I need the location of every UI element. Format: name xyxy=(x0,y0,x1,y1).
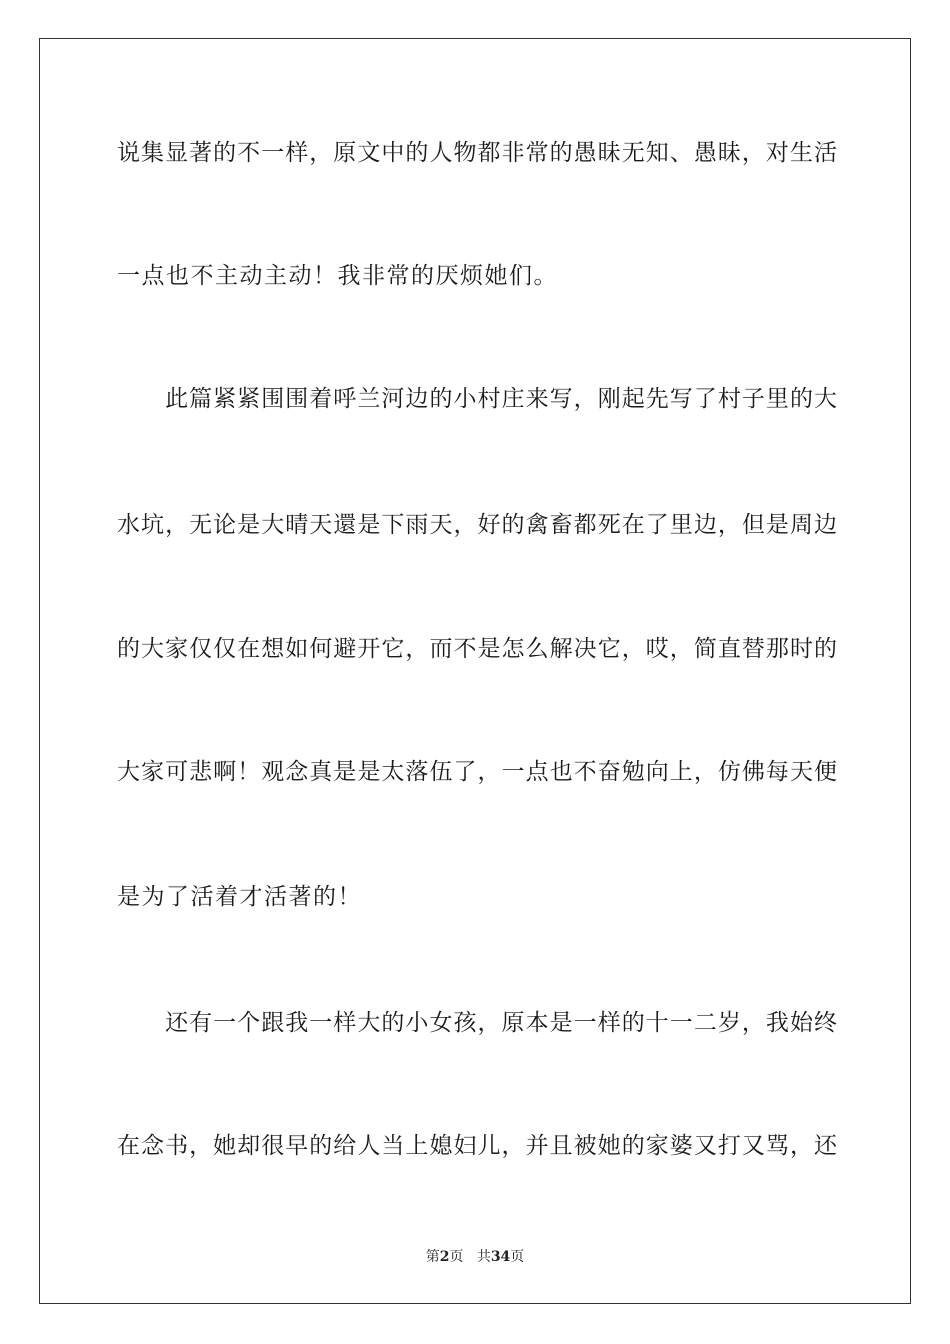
text-line-7: 是为了活着才活著的！ xyxy=(117,884,362,910)
footer-total-suffix: 页 xyxy=(510,1249,525,1265)
footer-total-prefix: 共 xyxy=(476,1249,491,1265)
footer-page-number: 2 xyxy=(439,1249,450,1265)
text-line-3: 此篇紧紧围围着呼兰河边的小村庄来写，刚起先写了村子里的大 xyxy=(117,386,837,412)
page-footer xyxy=(0,1248,950,1266)
text-line-1: 说集显著的不一样，原文中的人物都非常的愚昧无知、愚昧，对生活 xyxy=(117,140,837,166)
footer-page-prefix: 第 xyxy=(425,1249,440,1265)
text-line-9: 在念书，她却很早的给人当上媳妇儿，并且被她的家婆又打又骂，还 xyxy=(117,1133,837,1159)
text-line-2: 一点也不主动主动！我非常的厌烦她们。 xyxy=(117,263,558,289)
text-line-8: 还有一个跟我一样大的小女孩，原本是一样的十一二岁，我始终 xyxy=(117,1010,837,1036)
text-line-6: 大家可悲啊！观念真是是太落伍了，一点也不奋勉向上，仿佛每天便 xyxy=(117,759,837,785)
text-line-4: 水坑，无论是大晴天還是下雨天，好的禽畜都死在了里边，但是周边 xyxy=(117,512,837,538)
page-border xyxy=(39,38,911,1304)
footer-page-suffix: 页 xyxy=(449,1249,464,1265)
footer-total-pages: 34 xyxy=(490,1249,511,1265)
text-line-5: 的大家仅仅在想如何避开它，而不是怎么解决它，哎，简直替那时的 xyxy=(117,636,837,662)
